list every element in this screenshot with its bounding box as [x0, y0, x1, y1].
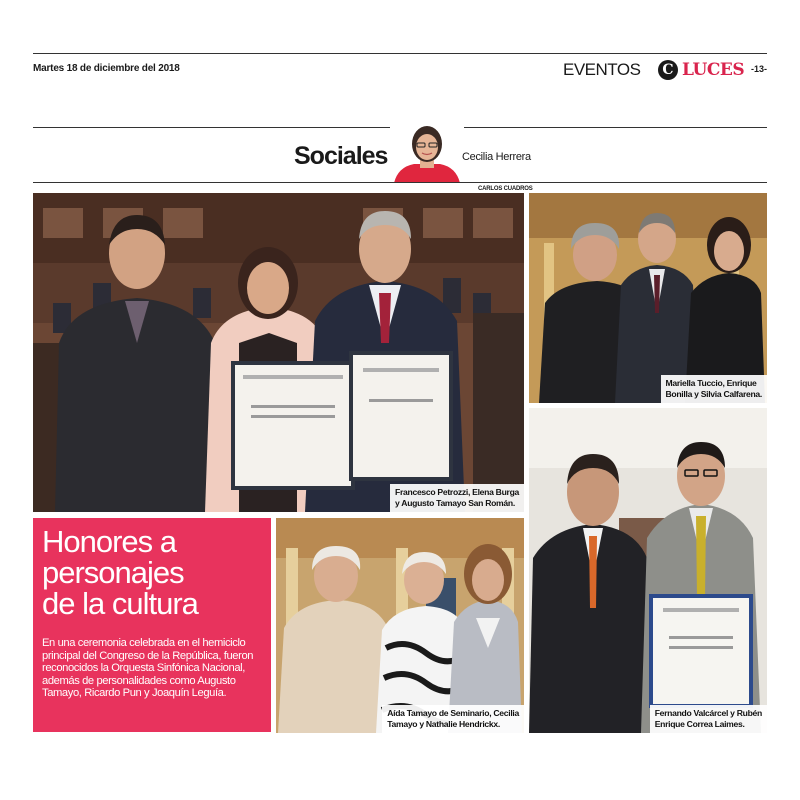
page-number: -13-: [751, 64, 768, 74]
caption-line: Enrique Correa Laimes.: [654, 719, 745, 729]
column-rule-bottom: [33, 182, 767, 183]
article-box: [33, 518, 271, 732]
bottom-right-photo: [529, 408, 767, 733]
section-label: EVENTOS: [563, 60, 641, 79]
article-lead: En una ceremonia celebrada en el hemiciclo principal del Congreso de la República, fueron reconocidos la Orquesta Sinfónica Nacional, además de personalidades como Augusto Tamayo, Ricardo Pun y Joaquín Leguía.: [42, 637, 254, 700]
main-photo: [33, 193, 524, 512]
caption-line: Aída Tamayo de Seminario, Cecilia: [387, 708, 519, 718]
newspaper-logo: [658, 59, 744, 81]
logo-c-icon: C: [658, 60, 678, 80]
logo-text: LUCES: [682, 60, 745, 80]
headline-line: personajes: [42, 555, 184, 590]
bottom-right-photo-caption: [650, 705, 767, 733]
caption-line: Mariella Tuccio, Enrique: [665, 378, 757, 388]
column-author: Cecilia Herrera: [462, 151, 531, 163]
top-right-photo: [529, 193, 767, 403]
main-photo-caption: [390, 484, 524, 512]
headline-line: de la cultura: [42, 586, 198, 621]
caption-line: y Augusto Tamayo San Román.: [395, 498, 515, 508]
caption-line: Francesco Petrozzi, Elena Burga: [395, 487, 519, 497]
middle-photo: [276, 518, 524, 733]
caption-line: Fernando Valcárcel y Rubén: [654, 708, 762, 718]
middle-photo-caption: [382, 705, 524, 733]
top-rule: [33, 53, 767, 54]
issue-date: Martes 18 de diciembre del 2018: [33, 63, 180, 74]
headline-line: Honores a: [42, 524, 177, 559]
top-right-photo-caption: [661, 375, 768, 403]
column-title: Sociales: [294, 142, 388, 170]
photo-credit: CARLOS CUADROS: [478, 186, 533, 192]
caption-line: Bonilla y Silvia Calfarena.: [665, 389, 762, 399]
article-headline: [42, 526, 198, 619]
author-photo: [390, 120, 464, 183]
caption-line: Tamayo y Nathalie Hendrickx.: [387, 719, 500, 729]
